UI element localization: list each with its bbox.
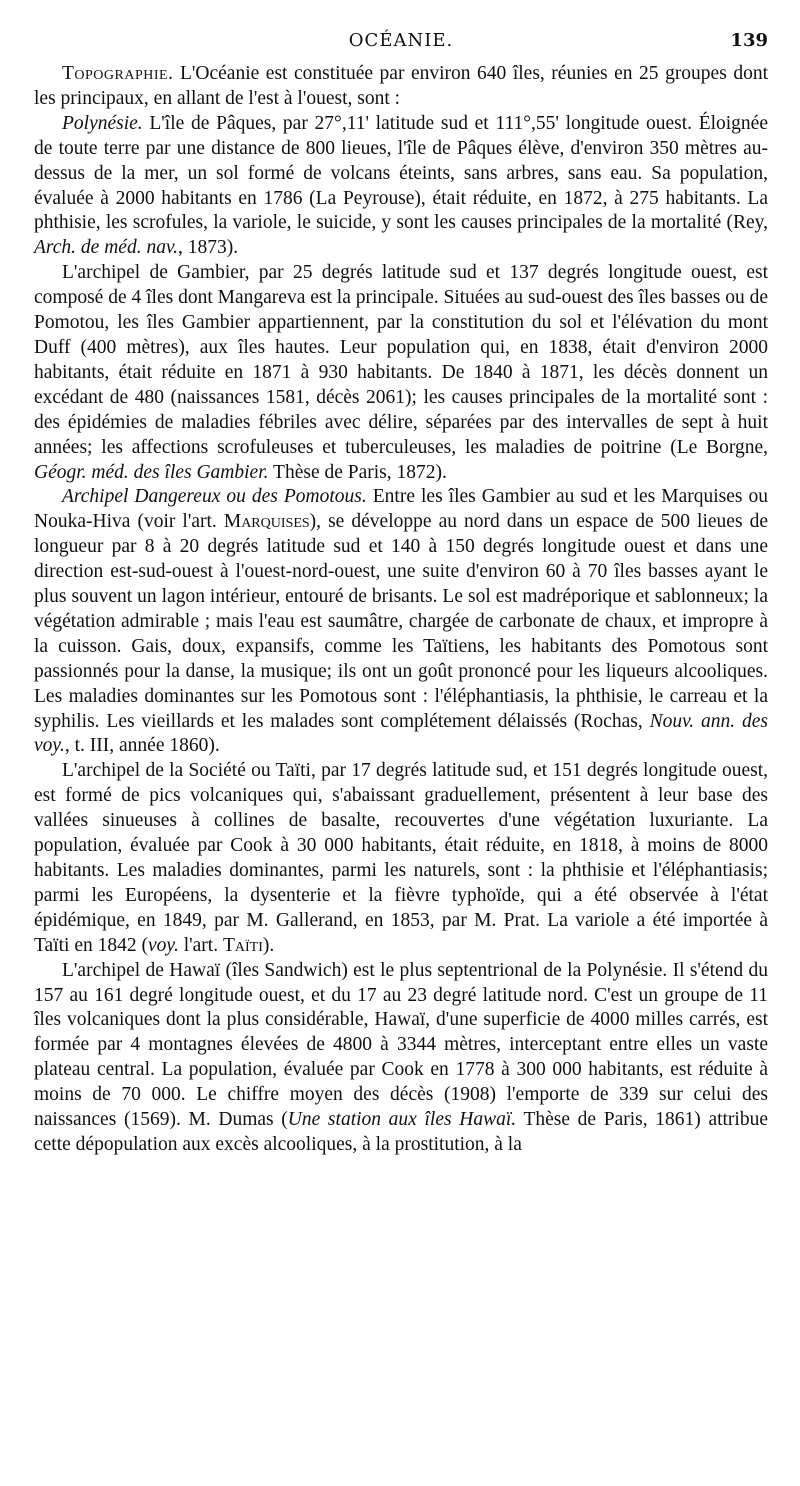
citation-abbrev: voy. [147,934,179,956]
running-title: OCÉANIE. [348,30,454,51]
paragraph-tail: Thèse de Paris, 1872). [268,461,447,483]
paragraph-text: Entre les îles Gambier au sud et les Marquises ou Nouka-Hiva (voir l'art. [34,486,769,533]
section-lead-topographie: Topographie. [62,63,174,84]
cross-reference: Taïti [222,934,263,956]
paragraph-taiti [34,759,768,958]
section-lead-pomotous: Archipel Dangereux ou des Pomotous. [62,486,367,508]
citation-title: Arch. de méd. nav. [34,237,179,259]
paragraph-gambier [34,261,768,485]
paragraph-text: L'archipel de la Société ou Taïti, par 17 degrés latitude sud, et 151 degrés longitude ouest, est formé de pics volcaniques qui, s'abaissant graduellement, présentent à leur base des vallées sinueuses à collines de basalte, recouvertes d'une végétation luxuriante. La population, évaluée par Cook à 30 000 habitants, était réduite, en 1818, à moins de 8000 habitants. Les maladies dominantes, parmi les naturels, sont : la phthisie et l'éléphantiasis; parmi les Européens, la dysenterie et la fièvre typhoïde, qui a été observée à l'état épidémique, en 1849, par M. Gallerand, en 1853, par M. Prat. La variole a été importée à Taïti en 1842 ( [34,760,768,956]
running-head [34,30,768,54]
paragraph-text: L'archipel de Hawaï (îles Sandwich) est le plus septentrional de la Polynésie. Il s'étend du 157 au 161 degré longitude ouest, et du 17 au 23 degré latitude nord. C'est un groupe de 11 îles volcaniques dont la plus considérable, Hawaï, d'une superficie de 4000 milles carrés, est formée par 4 montagnes élevées de 4800 à 3344 mètres, interceptant entre elles un vaste plateau central. La population, évaluée par Cook en 1778 à 300 000 habitants, est réduite à moins de 70 000. Le chiffre moyen des décès (1908) l'emporte de 339 sur celui des naissances (1569). M. Dumas ( [34,959,768,1131]
body-text [34,62,768,1158]
paragraph-mid: l'art. [178,934,223,956]
page-number: 139 [730,30,768,51]
section-lead-polynesie: Polynésie. [62,112,143,134]
paragraph-text: L'archipel de Gambier, par 25 degrés latitude sud et 137 degrés longitude ouest, est composé de 4 îles dont Mangareva est la principale. Situées au sud-ouest des îles basses ou de Pomotou, les îles Gambier appartiennent, par la constitution du sol et l'élévation du mont Duff (400 mètres), aux îles hautes. Leur population qui, en 1838, était d'environ 2000 habitants, était réduite en 1871 à 930 habitants. De 1840 à 1871, les décès donnent un excédant de 480 (naissances 1581, décès 2061); les causes principales de la mortalité sont : des épidémies de maladies fébriles avec délire, séparées par des intervalles de sept à huit années; les affections scrofuleuses et tuberculeuses, les maladies de poitrine (Le Borgne, [34,262,768,458]
paragraph-tail: , 1873). [178,237,239,259]
paragraph-text: L'île de Pâques, par 27°,11' latitude sud et 111°,55' longitude ouest. Éloignée de toute terre par une distance de 800 lieues, l'île de Pâques élève, d'environ 350 mètres au-dessus de la mer, un sol formé de volcans éteints, sans arbres, sans eau. Sa population, évaluée à 2000 habitants en 1786 (La Peyrouse), était réduite, en 1872, à 275 habitants. La phthisie, les scrofules, la variole, le suicide, y sont les causes principales de la mortalité (Rey, [34,112,768,234]
citation-title: Géogr. méd. des îles Gambier. [34,461,269,483]
paragraph-tail: Thèse de Paris, 1861) attribue cette dépopulation aux excès alcooliques, à la prostitution, à la [34,1109,768,1155]
citation-title: Nouv. ann. des voy. [34,710,768,757]
paragraph-text: L'Océanie est constituée par environ 640 îles, réunies en 25 groupes dont les principaux, en allant de l'est à l'ouest, sont : [34,63,768,109]
paragraph-pomotous [34,485,768,759]
paragraph-tail-end: , t. III, année 1860). [64,735,220,757]
paragraph-topographie [34,62,768,112]
paragraph-ile-de-paques [34,112,768,261]
paragraph-tail: ), se développe au nord dans un espace de 500 lieues de longueur par 8 à 20 degrés latitude sud et 140 à 150 degrés longitude ouest et dans une direction est-sud-ouest à l'ouest-nord-ouest, une suite d'environ 60 à 70 îles basses ayant le plus souvent un lagon intérieur, entouré de brisants. Le sol est madréporique et sablonneux; la végétation admirable ; mais l'eau est saumâtre, chargée de carbonate de chaux, et impropre à la cuisson. Gais, doux, expansifs, comme les Taïtiens, les habitants des Pomotous sont passionnés pour la danse, la musique; ils ont un goût prononcé pour les liqueurs alcooliques. Les maladies dominantes sur les Pomotous sont : l'éléphantiasis, la phthisie, le carreau et la syphilis. Les vieillards et les malades sont complétement délaissés (Rochas, [34,511,768,732]
cross-reference: Marquises [223,511,310,533]
paragraph-tail: ). [262,934,275,956]
paragraph-hawai [34,959,768,1158]
citation-title: Une station aux îles Hawaï. [287,1109,517,1131]
